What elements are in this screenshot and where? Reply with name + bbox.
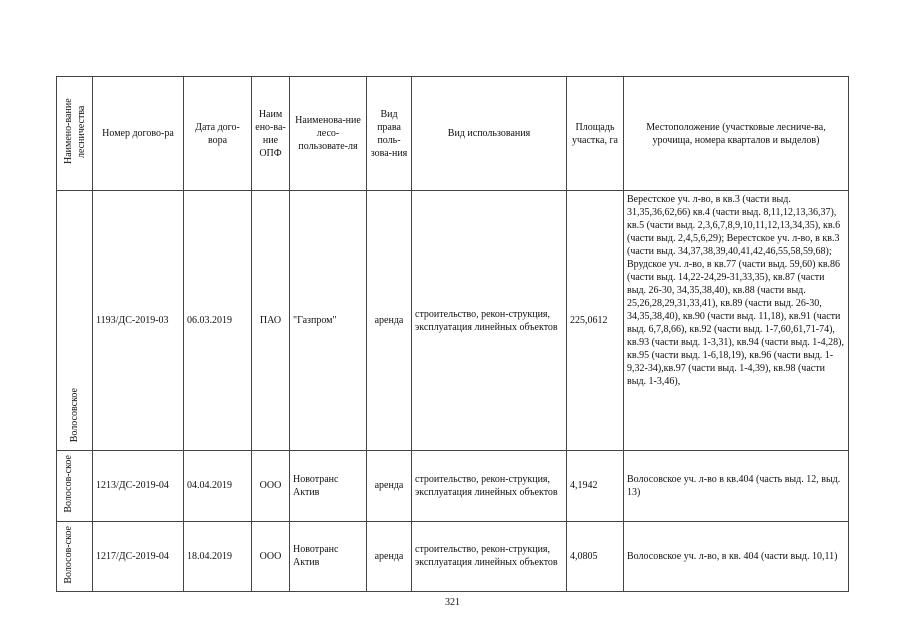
cell-use-right: аренда — [367, 191, 412, 451]
header-use-type: Вид использования — [412, 77, 567, 191]
cell-contract-date: 04.04.2019 — [184, 451, 252, 522]
header-forestry: Наимено-вание лесничества — [57, 77, 93, 191]
cell-contract-number: 1217/ДС-2019-04 — [93, 521, 184, 592]
cell-opf: ООО — [252, 451, 290, 522]
cell-area: 225,0612 — [567, 191, 624, 451]
cell-contract-number: 1193/ДС-2019-03 — [93, 191, 184, 451]
table-row — [57, 191, 849, 451]
cell-location: Верестское уч. л-во, в кв.3 (части выд. 31,35,36,62,66) кв.4 (части выд. 8,11,12,13,36,37), кв.5 (части выд. 2,3,6,7,8,9,10,11,12,13,34,35), кв.6 (части выд. 2,4,5,6,29); Верестское уч. л-во, в кв.3 (части выд. 34,37,38,39,40,41,42,46,55,58,59,68); Врудское уч. л-во, в кв.77 (части выд. 59,60) кв.86 (части выд. 14,22-24,29-31,33,35), кв.87 (части выд. 26-30, 34,35,38,40), кв.88 (части выд. 25,26,28,29,31,33,41), кв.89 (части выд. 26-30, 34,35,38,40), кв.90 (части выд. 11,18), кв.91 (части выд. 6,7,8,66), кв.92 (части выд. 1-7,60,61,71-74), кв.93 (части выд. 1-3,31), кв.94 (части выд. 1-4,28), кв.95 (части выд. 1-6,18,19), кв.96 (части выд. 1-9,32-34),кв.97 (части выд. 1-4,39), кв.98 (части выд. 1-3,46), — [624, 191, 849, 451]
cell-use-right: аренда — [367, 521, 412, 592]
cell-forestry: Волосов-ское — [57, 451, 93, 522]
cell-contract-date: 18.04.2019 — [184, 521, 252, 592]
header-opf: Наим ено-ва-ние ОПФ — [252, 77, 290, 191]
page-number: 321 — [445, 597, 460, 608]
cell-area: 4,1942 — [567, 451, 624, 522]
cell-location: Волосовское уч. л-во в кв.404 (часть выд. 12, выд. 13) — [624, 451, 849, 522]
header-contract-number: Номер догово-ра — [93, 77, 184, 191]
cell-use-right: аренда — [367, 451, 412, 522]
cell-use-type: строительство, рекон-струкция, эксплуатация линейных объектов — [412, 451, 567, 522]
cell-contract-date: 06.03.2019 — [184, 191, 252, 451]
table-row — [57, 521, 849, 592]
cell-use-type: строительство, рекон-струкция, эксплуатация линейных объектов — [412, 191, 567, 451]
cell-area: 4,0805 — [567, 521, 624, 592]
cell-opf: ООО — [252, 521, 290, 592]
cell-forestry: Волосовское — [57, 191, 93, 451]
table-row — [57, 451, 849, 522]
cell-user-name: Новотранс Актив — [290, 521, 367, 592]
header-row — [57, 77, 849, 191]
header-use-right: Вид права поль-зова-ния — [367, 77, 412, 191]
cell-user-name: Новотранс Актив — [290, 451, 367, 522]
header-contract-date: Дата дого-вора — [184, 77, 252, 191]
cell-forestry: Волосов-ское — [57, 521, 93, 592]
header-location: Местоположение (участковые лесниче-ва, урочища, номера кварталов и выделов) — [624, 77, 849, 191]
header-area: Площадь участка, га — [567, 77, 624, 191]
cell-use-type: строительство, рекон-струкция, эксплуатация линейных объектов — [412, 521, 567, 592]
cell-contract-number: 1213/ДС-2019-04 — [93, 451, 184, 522]
header-user-name: Наименова-ние лесо-пользовате-ля — [290, 77, 367, 191]
lease-table — [56, 76, 849, 592]
cell-user-name: "Газпром" — [290, 191, 367, 451]
cell-location: Волосовское уч. л-во, в кв. 404 (части выд. 10,11) — [624, 521, 849, 592]
cell-opf: ПАО — [252, 191, 290, 451]
